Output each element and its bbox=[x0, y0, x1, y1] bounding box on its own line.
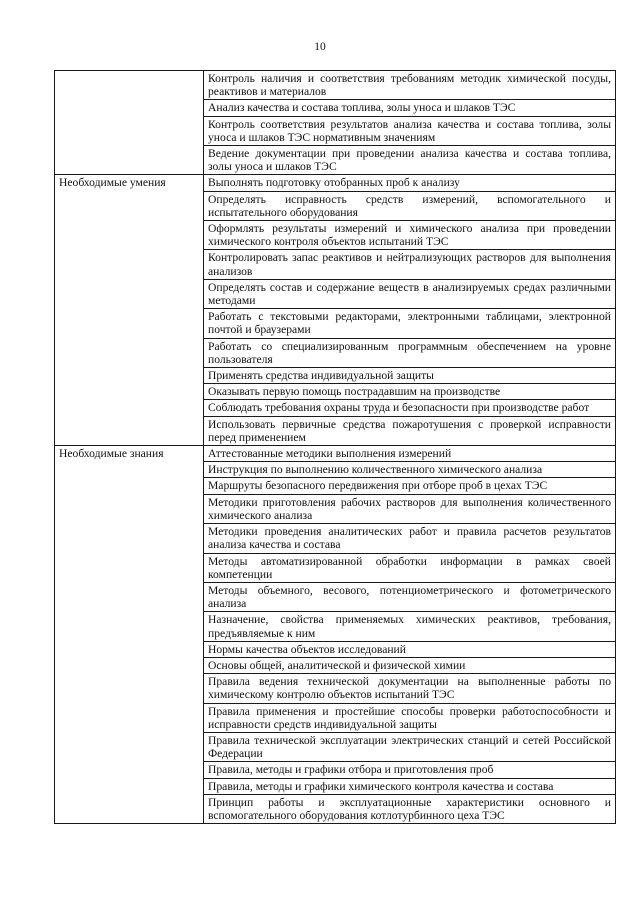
requirement-item: Работать со специализированным программным обеспечением на уровне пользователя bbox=[204, 338, 616, 367]
requirement-item: Выполнять подготовку отобранных проб к анализу bbox=[204, 175, 616, 191]
requirement-item: Методики приготовления рабочих растворов для выполнения количественного химического анализа bbox=[204, 494, 616, 523]
requirement-item: Анализ качества и состава топлива, золы уноса и шлаков ТЭС bbox=[204, 100, 616, 116]
requirement-item: Оказывать первую помощь пострадавшим на производстве bbox=[204, 384, 616, 400]
requirement-item: Принцип работы и эксплуатационные характеристики основного и вспомогательного оборудования котлотурбинного цеха ТЭС bbox=[204, 794, 616, 823]
requirement-item: Работать с текстовыми редакторами, электронными таблицами, электронной почтой и браузерами bbox=[204, 309, 616, 338]
requirement-item: Оформлять результаты измерений и химического анализа при проведении химического контроля объектов испытаний ТЭС bbox=[204, 221, 616, 250]
requirement-item: Правила, методы и графики отбора и приготовления проб bbox=[204, 762, 616, 778]
requirement-item: Контроль наличия и соответствия требованиям методик химической посуды, реактивов и материалов bbox=[204, 71, 616, 100]
requirement-item: Правила, методы и графики химического контроля качества и состава bbox=[204, 778, 616, 794]
requirement-item: Применять средства индивидуальной защиты bbox=[204, 368, 616, 384]
section-category: Необходимые умения bbox=[55, 175, 204, 446]
requirement-item: Использовать первичные средства пожаротушения с проверкой исправности перед применением bbox=[204, 416, 616, 445]
requirement-item: Правила ведения технической документации на выполненные работы по химическому контролю объектов испытаний ТЭС bbox=[204, 674, 616, 703]
requirement-item: Аттестованные методики выполнения измерений bbox=[204, 446, 616, 462]
requirement-item: Определять состав и содержание веществ в анализируемых средах различными методами bbox=[204, 279, 616, 308]
requirement-item: Контроль соответствия результатов анализа качества и состава топлива, золы уноса и шлаков ТЭС нормативным значениям bbox=[204, 116, 616, 145]
requirement-item: Нормы качества объектов исследований bbox=[204, 641, 616, 657]
requirement-item: Соблюдать требования охраны труда и безопасности при производстве работ bbox=[204, 400, 616, 416]
requirement-item: Определять исправность средств измерений, вспомогательного и испытательного оборудования bbox=[204, 191, 616, 220]
table-row bbox=[55, 175, 616, 191]
requirement-item: Ведение документации при проведении анализа качества и состава топлива, золы уноса и шлаков ТЭС bbox=[204, 146, 616, 175]
table-row bbox=[55, 446, 616, 462]
requirement-item: Назначение, свойства применяемых химических реактивов, требования, предъявляемые к ним bbox=[204, 612, 616, 641]
table-row bbox=[55, 71, 616, 100]
requirement-item: Методы объемного, весового, потенциометрического и фотометрического анализа bbox=[204, 582, 616, 611]
requirement-item: Правила технической эксплуатации электрических станций и сетей Российской Федерации bbox=[204, 732, 616, 761]
requirement-item: Основы общей, аналитической и физической химии bbox=[204, 657, 616, 673]
requirement-item: Контролировать запас реактивов и нейтрализующих растворов для выполнения анализов bbox=[204, 250, 616, 279]
requirements-table-body bbox=[55, 71, 616, 824]
section-category: Необходимые знания bbox=[55, 446, 204, 824]
requirement-item: Правила применения и простейшие способы проверки работоспособности и исправности средств индивидуальной защиты bbox=[204, 703, 616, 732]
requirement-item: Инструкция по выполнению количественного химического анализа bbox=[204, 462, 616, 478]
section-category bbox=[55, 71, 204, 175]
requirement-item: Методы автоматизированной обработки информации в рамках своей компетенции bbox=[204, 553, 616, 582]
requirement-item: Методики проведения аналитических работ и правила расчетов результатов анализа качества и состава bbox=[204, 524, 616, 553]
requirement-item: Маршруты безопасного передвижения при отборе проб в цехах ТЭС bbox=[204, 478, 616, 494]
requirements-table bbox=[54, 70, 616, 824]
page-number: 10 bbox=[314, 41, 326, 53]
